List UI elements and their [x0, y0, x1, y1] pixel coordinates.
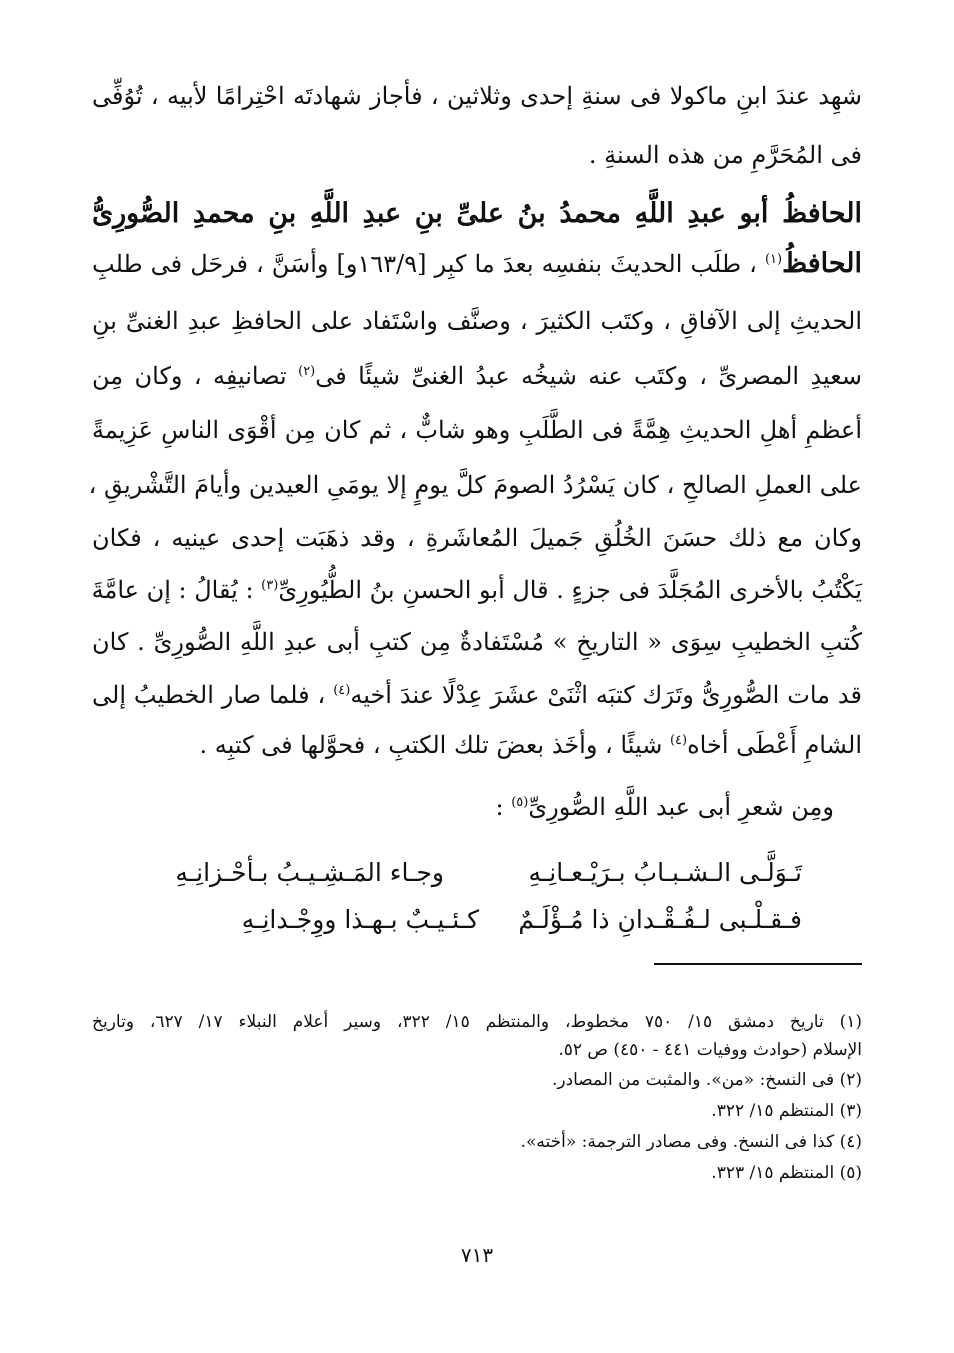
- body-line: وكان مع ذلك حسَنَ الخُلُقِ جَميلَ المُعاشَرةِ ، وقد ذهَبَت إحدى عينيه ، فكان: [92, 524, 862, 552]
- footnote: (٤) كذا فى النسخ. وفى مصادر الترجمة: «أخته».: [520, 1132, 862, 1152]
- body-line: [92, 725, 862, 765]
- body-line: على العملِ الصالحِ ، كان يَسْرُدُ الصومَ كلَّ يومٍ إلا يومَىِ العيدين وأيامَ التَّشْريقِ ،: [88, 471, 862, 499]
- biography-heading: الحافظُ أبو عبدِ اللَّهِ محمدُ بنُ علىِّ بنِ عبدِ اللَّهِ بنِ محمدِ الصُّورِىُّ: [92, 198, 862, 229]
- body-line: الحديثِ إلى الآفاقِ ، وكتَب الكثيرَ ، وصنَّف واسْتَفاد على الحافظِ عبدِ الغنىِّ بنِ: [92, 307, 862, 335]
- verse-1-first-hemistich: تَـوَلَّـى الـشـبـابُ بـرَيْـعـانِـهِ: [528, 858, 802, 887]
- page-number: ٧١٣: [460, 1243, 494, 1267]
- body-text: ومِن شعرِ أبى عبد اللَّهِ الصُّورِىِّ: [528, 793, 834, 821]
- footnote-ref: (١): [764, 252, 783, 267]
- verse-2-second-hemistich: كـئـيـبٌ بـهـذا ووِجْـدانِـهِ: [241, 905, 479, 934]
- body-line: شهِد عندَ ابنِ ماكولا فى سنةِ إحدى وثلاثين ، فأجاز شهادتَه احْتِرامًا لأبيه ، تُوُفِّى: [92, 82, 862, 110]
- body-text: شيئًا ، وأخَذ بعضَ تلك الكتبِ ، فحوَّلها فى كتبِه .: [199, 731, 663, 759]
- body-text: سعيدِ المصرىِّ ، وكتَب عنه شيخُه عبدُ الغنىِّ شيئًا فى: [315, 362, 862, 390]
- body-line: [92, 356, 862, 396]
- heading-continuation: الحافظُ: [782, 248, 862, 279]
- footnote-divider: [654, 963, 862, 965]
- body-line: أعظمِ أهلِ الحديثِ هِمَّةً فى الطَّلَبِ وهو شابٌّ ، ثم كان مِن أقْوَى الناسِ عَزِيمةً: [92, 416, 862, 444]
- body-text: الشامِ أَعْطَى أخاه: [687, 731, 862, 759]
- body-text: ، فلما صار الخطيبُ إلى: [92, 681, 326, 709]
- body-text: قد مات الصُّورِىُّ وتَرَك كتبَه اثْنَىْ عشَرَ عِدْلًا عندَ أخيه: [350, 681, 862, 709]
- body-text: تصانيفِه ، وكان مِن: [92, 362, 287, 390]
- body-text: ، طلَب الحديثَ بنفسِه بعدَ ما كبِر [١٦٣/٩و] وأسَنَّ ، فرحَل فى طلبِ: [92, 250, 757, 278]
- body-line: [92, 244, 862, 284]
- body-line: فى المُحَرَّمِ من هذه السنةِ .: [588, 141, 862, 169]
- body-line: كُتبِ الخطيبِ سِوَى « التاريخِ » مُسْتَفادةٌ مِن كتبِ أبى عبدِ اللَّهِ الصُّورِىِّ . كان: [92, 628, 862, 656]
- footnote: الإسلام (حوادث ووفيات ٤٤١ - ٤٥٠) ص ٥٢.: [558, 1040, 862, 1060]
- footnote: (٥) المنتظم ١٥/ ٣٢٣.: [711, 1163, 862, 1183]
- footnote-ref: (٤): [333, 683, 351, 698]
- verse-2-first-hemistich: فـقـلْـبى لـفُـقْـدانِ ذا مُـؤْلَـمٌ: [518, 905, 802, 934]
- footnote: (٣) المنتظم ١٥/ ٣٢٢.: [711, 1101, 862, 1121]
- body-text: :: [495, 793, 504, 821]
- footnote-ref: (٥): [511, 795, 529, 810]
- footnote-ref: (٣): [261, 578, 279, 593]
- poetry-intro: [94, 787, 834, 827]
- body-line: [92, 675, 862, 715]
- footnote-ref: (٢): [298, 364, 316, 379]
- verse-1-second-hemistich: وجـاء المَـشِـيـبُ بـأحْـزانِـهِ: [175, 858, 444, 887]
- body-line: [92, 570, 862, 610]
- footnote: (٢) فى النسخ: «من». والمثبت من المصادر.: [551, 1070, 862, 1090]
- footnote-ref: (٤): [669, 733, 688, 748]
- body-text: : يُقالُ : إن عامَّةَ: [91, 576, 254, 604]
- footnote: (١) تاريخ دمشق ١٥/ ٧٥٠ مخطوط، والمنتظم ١٥/ ٣٢٢، وسير أعلام النبلاء ١٧/ ٦٢٧، وتاريخ: [92, 1012, 862, 1032]
- body-text: يَكْتُبُ بالأخرى المُجَلَّدَ فى جزءٍ . قال أبو الحسنِ بنُ الطُّيُورِىِّ: [278, 576, 862, 604]
